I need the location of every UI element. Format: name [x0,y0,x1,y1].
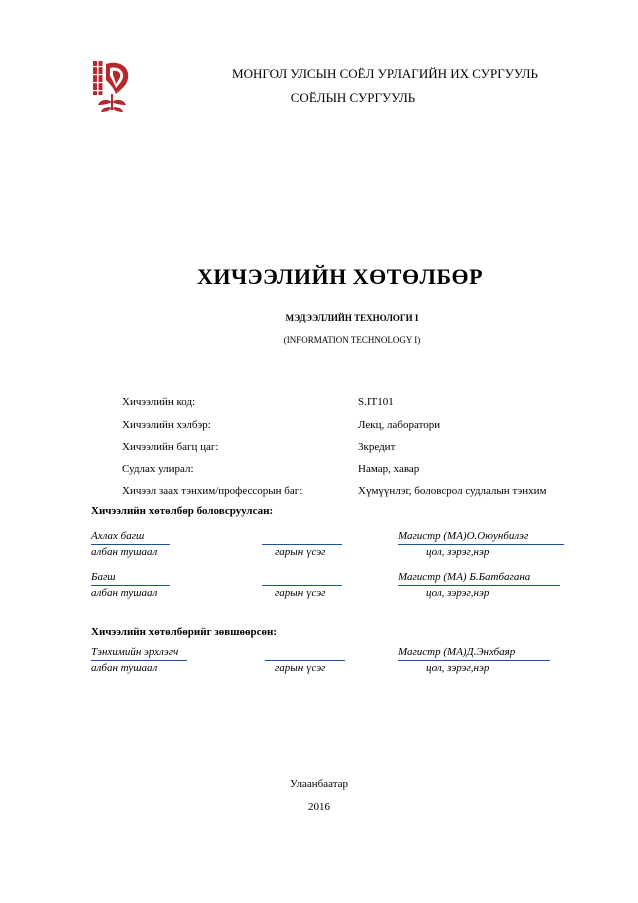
developer1-name: Магистр (МА)О.Оюунбилэг [398,530,529,542]
course-credit-value: 3кредит [358,441,396,453]
approver-name: Магистр (МА)Д.Энхбаяр [398,646,516,658]
developer2-title-caption: цол, зэрэг,нэр [426,587,490,599]
developer1-name-line [398,544,564,545]
course-form-value: Лекц, лаборатори [358,419,441,431]
approver-position-line [91,660,187,661]
developed-by-title: Хичээлийн хөтөлбөр боловсруулсан: [91,505,274,517]
approver-signature-caption: гарын үсэг [275,662,326,674]
approver-signature-line [265,660,345,661]
approver-position-caption: албан тушаал [91,662,158,674]
department-value: Хүмүүнлэг, боловсрол судлалын тэнхим [358,485,547,497]
developer1-position-caption: албан тушаал [91,546,158,558]
approver-title-caption: цол, зэрэг,нэр [426,662,490,674]
developer2-name-line [398,585,560,586]
approved-by-title: Хичээлийн хөтөлбөрийг зөвшөөрсөн: [91,626,277,638]
developer2-position: Багш [91,571,116,583]
university-name: МОНГОЛ УЛСЫН СОЁЛ УРЛАГИЙН ИХ СУРГУУЛЬ [232,66,538,81]
semester-label: Судлах улирал: [122,463,194,475]
course-form-label: Хичээлийн хэлбэр: [122,419,211,431]
developer2-signature-caption: гарын үсэг [275,587,326,599]
developer1-position-line [91,544,170,545]
developer2-position-caption: албан тушаал [91,587,158,599]
approver-name-line [398,660,550,661]
developer2-position-line [91,585,170,586]
school-name: СОЁЛЫН СУРГУУЛЬ [290,90,416,105]
developer1-position: Ахлах багш [91,530,145,542]
course-code-value: S.IT101 [358,396,394,408]
course-name: МЭДЭЭЛЛИЙН ТЕХНОЛОГИ I [285,313,419,323]
semester-value: Намар, хавар [358,463,420,475]
developer1-title-caption: цол, зэрэг,нэр [426,546,490,558]
developer2-name: Магистр (МА) Б.Батбагана [398,571,531,583]
course-credit-label: Хичээлийн багц цаг: [122,441,219,453]
developer1-signature-line [262,544,342,545]
developer2-signature-line [262,585,342,586]
department-label: Хичээл заах тэнхим/профессорын баг: [122,485,303,497]
course-code-label: Хичээлийн код: [122,396,196,408]
developer1-signature-caption: гарын үсэг [275,546,326,558]
city: Улаанбаатар [289,778,349,790]
year: 2016 [308,801,330,813]
document-title: ХИЧЭЭЛИЙН ХӨТӨЛБӨР [196,264,484,289]
course-name-en: (INFORMATION TECHNOLOGY I) [283,335,421,345]
approver-position: Тэнхимийн эрхлэгч [91,646,179,658]
